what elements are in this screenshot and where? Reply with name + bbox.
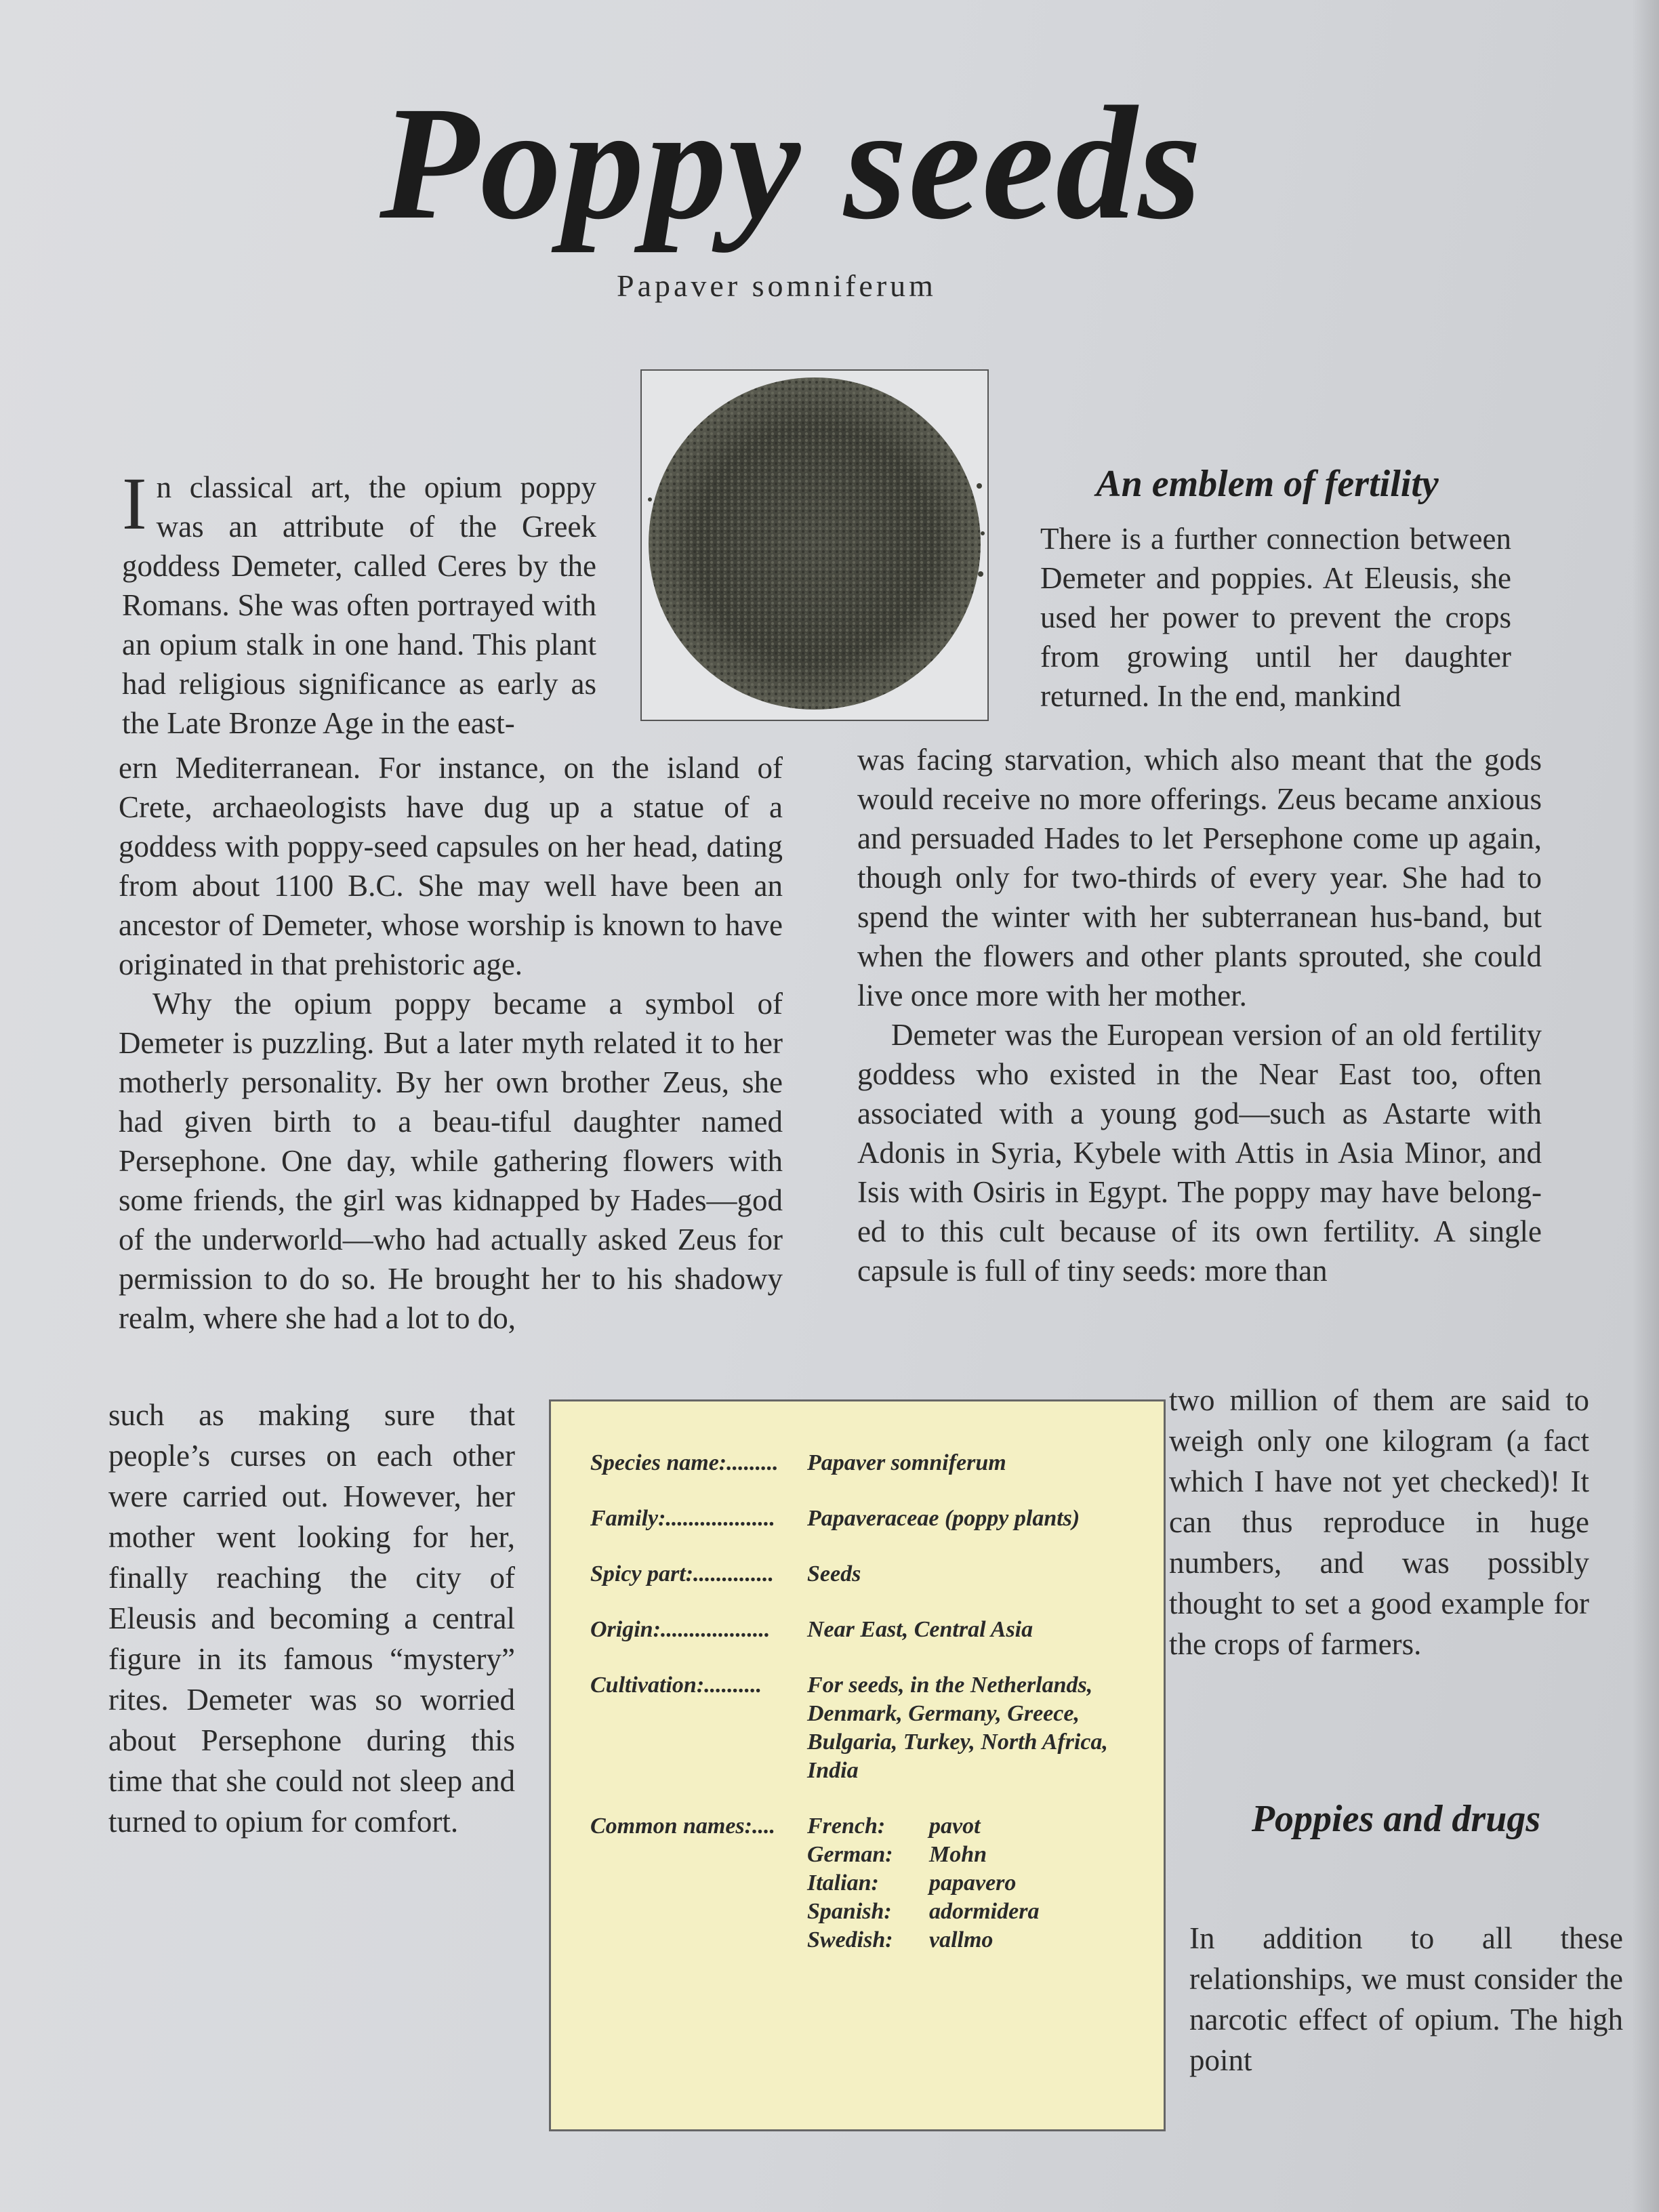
left-column-bottom: [108, 1395, 515, 1842]
left-para2: Why the opium poppy became a symbol of Demeter is puzzling. But a later myth related it to her motherly personality. By her own brother Zeus, she had given birth to a beau-tiful daughter named Persephone. One day, while gathering flowers with some friends, the girl was kidnapped by Hades—god of the underworld—who had actually asked Zeus for permission to do so. He brought her to his shadowy realm, where she had a lot to do,: [119, 987, 783, 1335]
common-name-language: Spanish:: [807, 1899, 892, 1924]
info-label: Common names:....: [590, 1814, 775, 1839]
poppy-seed-pile-photo-icon: [642, 371, 987, 720]
common-name-row: [807, 1841, 1130, 1869]
heading-emblem-of-fertility: An emblem of fertility: [1096, 463, 1439, 505]
info-row-cultivation: [590, 1671, 1130, 1785]
page-title: Poppy seeds: [380, 73, 1203, 253]
right-para1-top: There is a further connection between Demeter and poppies. At Eleusis, she used her power to prevent the crops from growing until her daughter returned. In the end, mankind: [1040, 522, 1511, 713]
common-name-row: [807, 1812, 1130, 1841]
spice-info-box: [549, 1399, 1166, 2131]
left-para1-bottom: ern Mediterranean. For instance, on the island of Crete, archaeologists have dug up a statue of a goddess with poppy-seed capsules on her head, dating from about 1100 B.C. She may well have been an ancestor of Demeter, whose worship is known to have originated in that prehistoric age.: [119, 751, 783, 981]
info-row-family: [590, 1504, 1130, 1533]
info-row-spicy-part: [590, 1560, 1130, 1589]
left-para1-top: n classical art, the opium poppy was an attribute of the Greek goddess Demeter, called Ceres by the Romans. She was often portrayed with an opium stalk in one hand. This plant had religious significance as early as the Late Bronze Age in the east-: [122, 470, 596, 740]
common-name-language: German:: [807, 1842, 893, 1867]
common-name-word: adormidera: [929, 1899, 1040, 1924]
page-edge-shadow: [1632, 0, 1659, 2212]
right-para1-bottom: was facing starvation, which also meant that the gods would receive no more offerings. Zeus became anxious and persuaded Hades to let Persephone come up again, though only for two-thirds of every year. She had to spend the winter with her subterranean hus-band, but when the flowers and other plants sprouted, she could live once more with her mother.: [857, 743, 1542, 1012]
info-value: Papaveraceae (poppy plants): [807, 1506, 1080, 1531]
latin-subtitle: Papaver somniferum: [617, 268, 937, 303]
info-row-species: [590, 1449, 1130, 1477]
common-name-language: Italian:: [807, 1870, 879, 1896]
common-names-list: [807, 1812, 1130, 1954]
common-name-row: [807, 1898, 1130, 1926]
info-label: Cultivation:..........: [590, 1673, 762, 1698]
right-para3: In addition to all these relationships, we must consider the narcotic effect of opium. The high point: [1189, 1921, 1623, 2077]
info-value: Seeds: [807, 1561, 861, 1586]
common-name-language: French:: [807, 1814, 886, 1839]
common-name-word: papavero: [929, 1870, 1017, 1896]
right-para2: Demeter was the European version of an old fertility goddess who existed in the Near East too, often associated with a young god—such as Astarte with Adonis in Syria, Kybele with Attis in Asia Minor, and Isis with Osiris in Egypt. The poppy may have belong-ed to this cult because of its own fertility. A single capsule is full of tiny seeds: more than: [857, 1018, 1542, 1288]
right-column-top: [1040, 519, 1511, 716]
left-column-middle: [119, 748, 783, 1338]
info-label: Spicy part:..............: [590, 1561, 775, 1586]
right-para2-continued: two million of them are said to weigh only one kilogram (a fact which I have not yet checked)! It can thus reproduce in huge numbers, and was possibly thought to set a good example for the crops of farmers.: [1169, 1383, 1589, 1661]
poppy-seed-photo: [640, 369, 989, 721]
heading-poppies-and-drugs: Poppies and drugs: [1251, 1798, 1541, 1840]
right-column-middle: [857, 740, 1542, 1290]
left-para2-continued: such as making sure that people’s curses on each other were carried out. However, her mother went looking for her, finally reaching the city of Eleusis and becoming a central figure in its famous “mystery” rites. Demeter was so worried about Persephone during this time that she could not sleep and turned to opium for comfort.: [108, 1398, 515, 1839]
common-name-language: Swedish:: [807, 1927, 893, 1952]
right-column-final: [1189, 1918, 1623, 2081]
info-value: Papaver somniferum: [807, 1450, 1006, 1475]
info-row-origin: [590, 1616, 1130, 1644]
common-name-word: vallmo: [929, 1927, 994, 1952]
info-value: Near East, Central Asia: [807, 1617, 1033, 1642]
info-label: Species name:.........: [590, 1450, 779, 1475]
info-value: For seeds, in the Netherlands, Denmark, Germany, Greece, Bulgaria, Turkey, North Africa, India: [807, 1673, 1108, 1783]
left-column-top: [122, 462, 596, 743]
common-name-row: [807, 1926, 1130, 1954]
right-column-bottom: [1169, 1380, 1589, 1664]
info-label: Origin:...................: [590, 1617, 771, 1642]
info-row-common-names: [590, 1812, 1130, 1954]
info-label: Family:...................: [590, 1506, 775, 1531]
drop-cap: I: [122, 462, 147, 545]
common-name-word: pavot: [929, 1814, 981, 1839]
common-name-row: [807, 1869, 1130, 1898]
common-name-word: Mohn: [929, 1842, 987, 1867]
